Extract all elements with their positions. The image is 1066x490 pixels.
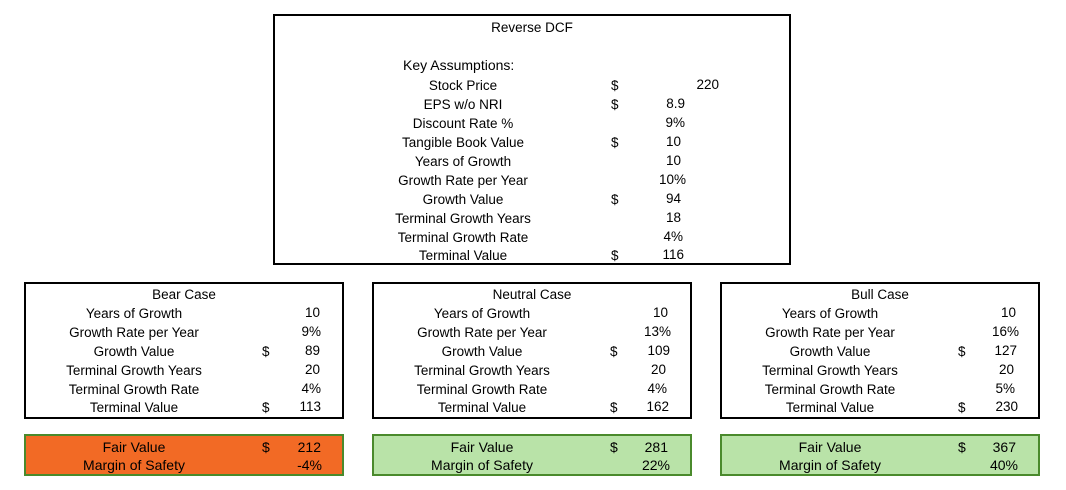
case-title: Neutral Case bbox=[492, 287, 572, 302]
bear-summary-panel bbox=[24, 434, 344, 476]
row-value: 8.9 bbox=[666, 96, 685, 111]
margin-of-safety: 22% bbox=[641, 457, 670, 473]
bull-summary-panel bbox=[720, 434, 1040, 476]
fair-value: 281 bbox=[644, 439, 668, 455]
row-currency: $ bbox=[611, 135, 619, 150]
row-value: 10 bbox=[665, 134, 681, 149]
row-value: 20 bbox=[304, 362, 320, 377]
case-title: Bear Case bbox=[152, 287, 216, 302]
fair-value-label: Fair Value bbox=[450, 439, 514, 455]
row-currency: $ bbox=[611, 97, 619, 112]
row-label: Terminal Growth Years bbox=[395, 211, 531, 226]
row-value: 10 bbox=[652, 305, 668, 320]
row-value: 9% bbox=[301, 324, 321, 339]
neutral-case-panel bbox=[372, 282, 692, 419]
row-value: 116 bbox=[662, 247, 684, 262]
row-currency: $ bbox=[610, 344, 618, 359]
row-label: Terminal Growth Years bbox=[762, 363, 898, 378]
row-label: Terminal Growth Years bbox=[66, 363, 202, 378]
row-value: 127 bbox=[994, 343, 1017, 358]
row-currency: $ bbox=[610, 400, 618, 415]
row-label: Growth Value bbox=[789, 344, 871, 359]
row-label: Growth Value bbox=[422, 192, 504, 207]
fair-value-currency: $ bbox=[610, 439, 618, 455]
neutral-summary-panel bbox=[372, 434, 692, 476]
row-label: Years of Growth bbox=[433, 306, 531, 321]
margin-of-safety-label: Margin of Safety bbox=[431, 457, 533, 473]
row-value: 5% bbox=[995, 381, 1015, 396]
fair-value-label: Fair Value bbox=[798, 439, 862, 455]
row-currency: $ bbox=[611, 192, 619, 207]
row-value: 20 bbox=[650, 362, 666, 377]
row-value: 89 bbox=[304, 343, 320, 358]
row-label: Tangible Book Value bbox=[401, 135, 525, 150]
row-label: Terminal Growth Years bbox=[414, 363, 550, 378]
row-value: 94 bbox=[665, 191, 681, 206]
fair-value: 367 bbox=[992, 439, 1016, 455]
row-value: 113 bbox=[299, 399, 321, 414]
row-label: EPS w/o NRI bbox=[423, 97, 503, 112]
fair-value: 212 bbox=[297, 439, 321, 455]
row-value: 230 bbox=[995, 399, 1018, 414]
row-label: Years of Growth bbox=[85, 306, 183, 321]
row-value: 10 bbox=[304, 305, 320, 320]
reverse-dcf-panel bbox=[273, 14, 791, 265]
row-currency: $ bbox=[611, 248, 619, 263]
row-value: 13% bbox=[643, 324, 671, 339]
bull-case-panel bbox=[720, 282, 1040, 419]
fair-value-label: Fair Value bbox=[102, 439, 166, 455]
margin-of-safety: 40% bbox=[989, 457, 1018, 473]
row-value: 10 bbox=[1000, 305, 1016, 320]
row-label: Growth Rate per Year bbox=[398, 173, 528, 188]
row-value: 4% bbox=[663, 229, 683, 244]
row-label: Growth Rate per Year bbox=[765, 325, 895, 340]
row-currency: $ bbox=[262, 344, 270, 359]
margin-of-safety-label: Margin of Safety bbox=[83, 457, 185, 473]
bear-case-panel bbox=[24, 282, 344, 419]
row-value: 4% bbox=[647, 381, 667, 396]
row-currency: $ bbox=[611, 78, 619, 93]
row-value: 10 bbox=[665, 153, 681, 168]
row-label: Discount Rate % bbox=[412, 116, 514, 131]
row-label: Years of Growth bbox=[414, 154, 512, 169]
row-value: 109 bbox=[647, 343, 670, 358]
row-label: Stock Price bbox=[428, 78, 498, 93]
row-value: 9% bbox=[665, 115, 685, 130]
row-label: Growth Value bbox=[441, 344, 523, 359]
row-value: 220 bbox=[696, 77, 719, 92]
row-value: 4% bbox=[301, 381, 321, 396]
case-title: Bull Case bbox=[851, 287, 909, 302]
margin-of-safety: -4% bbox=[297, 457, 322, 473]
row-currency: $ bbox=[958, 400, 966, 415]
row-label: Terminal Value bbox=[89, 400, 179, 415]
key-assumptions-heading: Key Assumptions: bbox=[403, 57, 515, 73]
row-value: 10% bbox=[658, 172, 686, 187]
fair-value-currency: $ bbox=[958, 439, 966, 455]
row-label: Growth Value bbox=[93, 344, 175, 359]
row-label: Terminal Value bbox=[418, 248, 508, 263]
row-label: Terminal Growth Rate bbox=[416, 382, 548, 397]
row-label: Terminal Value bbox=[437, 400, 527, 415]
row-label: Growth Rate per Year bbox=[417, 325, 547, 340]
row-currency: $ bbox=[958, 344, 966, 359]
row-currency: $ bbox=[262, 400, 270, 415]
panel-title: Reverse DCF bbox=[491, 20, 573, 35]
row-label: Terminal Growth Rate bbox=[68, 382, 200, 397]
row-value: 162 bbox=[646, 399, 669, 414]
row-value: 18 bbox=[665, 210, 681, 225]
row-label: Years of Growth bbox=[781, 306, 879, 321]
row-value: 16% bbox=[991, 324, 1019, 339]
row-value: 20 bbox=[998, 362, 1014, 377]
row-label: Terminal Growth Rate bbox=[397, 230, 529, 245]
row-label: Growth Rate per Year bbox=[69, 325, 199, 340]
row-label: Terminal Growth Rate bbox=[764, 382, 896, 397]
fair-value-currency: $ bbox=[262, 439, 270, 455]
margin-of-safety-label: Margin of Safety bbox=[779, 457, 881, 473]
row-label: Terminal Value bbox=[785, 400, 875, 415]
